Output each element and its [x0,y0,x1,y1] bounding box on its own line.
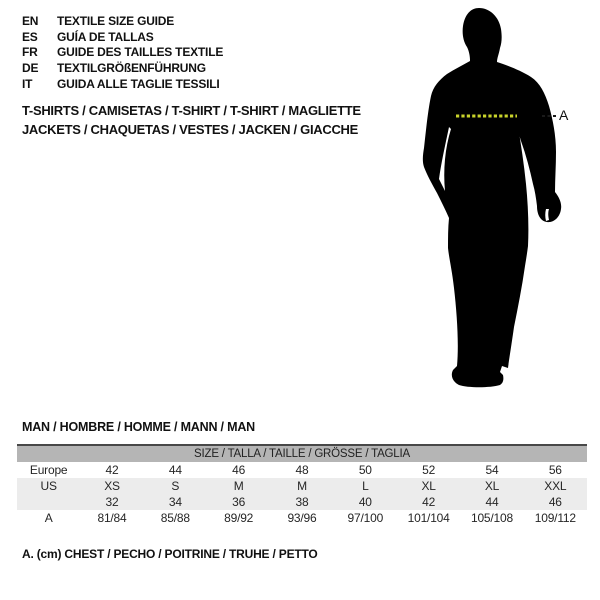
language-code: EN [22,14,39,28]
size-table-cell: 46 [232,463,246,477]
size-table-cell: XL [460,478,523,494]
size-table-cell: 93/96 [287,511,317,525]
size-table-cell: 40 [334,494,397,510]
size-table-wrap [17,444,587,526]
size-table-cell: 81/84 [97,511,127,525]
size-table-row-label: US [17,478,80,494]
section-title: MAN / HOMBRE / HOMME / MANN / MAN [22,420,255,434]
language-code: ES [22,29,38,44]
size-table-cell: 36 [207,494,270,510]
size-table-cell: XL [397,478,460,494]
size-table [17,444,587,526]
size-table-cell: 46 [524,494,587,510]
size-table-row-label: Europe [29,463,68,477]
size-table-cell: 105/108 [470,511,513,525]
language-code: IT [22,76,33,91]
size-table-cell: 101/104 [407,511,450,525]
size-table-row [17,494,587,510]
measurement-footnote: A. (cm) CHEST / PECHO / POITRINE / TRUHE / PETTO [22,547,318,561]
language-label: TEXTILGRÖßENFÜHRUNG [57,61,206,76]
size-table-cell: M [207,478,270,494]
language-label: GUÍA DE TALLAS [57,29,154,44]
size-table-cell: XXL [524,478,587,494]
size-table-cell: 56 [548,463,562,477]
size-table-cell: XS [80,478,143,494]
size-table-cell: 38 [270,494,333,510]
measure-label-a: A [559,107,569,123]
size-table-cell: 42 [105,463,119,477]
size-table-cell: 109/112 [534,511,576,525]
size-table-row [17,462,587,478]
size-table-header-row [17,445,587,462]
size-table-cell: M [270,478,333,494]
size-table-cell: 44 [168,463,182,477]
size-table-row [17,478,587,494]
size-table-row-label [17,494,80,510]
language-label: GUIDA ALLE TAGLIE TESSILI [57,76,220,91]
size-table-cell: 34 [144,494,207,510]
language-label: TEXTILE SIZE GUIDE [57,14,175,28]
size-table-cell: 48 [295,463,309,477]
size-table-row-label: A [44,511,53,525]
size-table-cell: 42 [397,494,460,510]
size-table-cell: L [334,478,397,494]
language-label: GUIDE DES TAILLES TEXTILE [57,45,224,60]
size-table-cell: 97/100 [347,511,384,525]
garment-line: T-SHIRTS / CAMISETAS / T-SHIRT / T-SHIRT / MAGLIETTE [22,103,361,118]
size-table-cell: 50 [358,463,372,477]
size-table-body [17,445,587,526]
man-silhouette-path [423,8,561,387]
size-table-cell: 52 [422,463,436,477]
size-table-cell: 32 [80,494,143,510]
size-table-cell: 54 [485,463,499,477]
size-table-cell: 85/88 [160,511,190,525]
language-code: DE [22,61,39,76]
size-table-cell: S [144,478,207,494]
size-table-cell: 89/92 [224,511,254,525]
language-code: FR [22,45,38,60]
size-table-header-cell: SIZE / TALLA / TAILLE / GRÖSSE / TAGLIA [17,445,587,462]
size-table-cell: 44 [460,494,523,510]
garment-line: JACKETS / CHAQUETAS / VESTES / JACKEN / GIACCHE [22,121,358,137]
size-table-row [17,510,587,526]
